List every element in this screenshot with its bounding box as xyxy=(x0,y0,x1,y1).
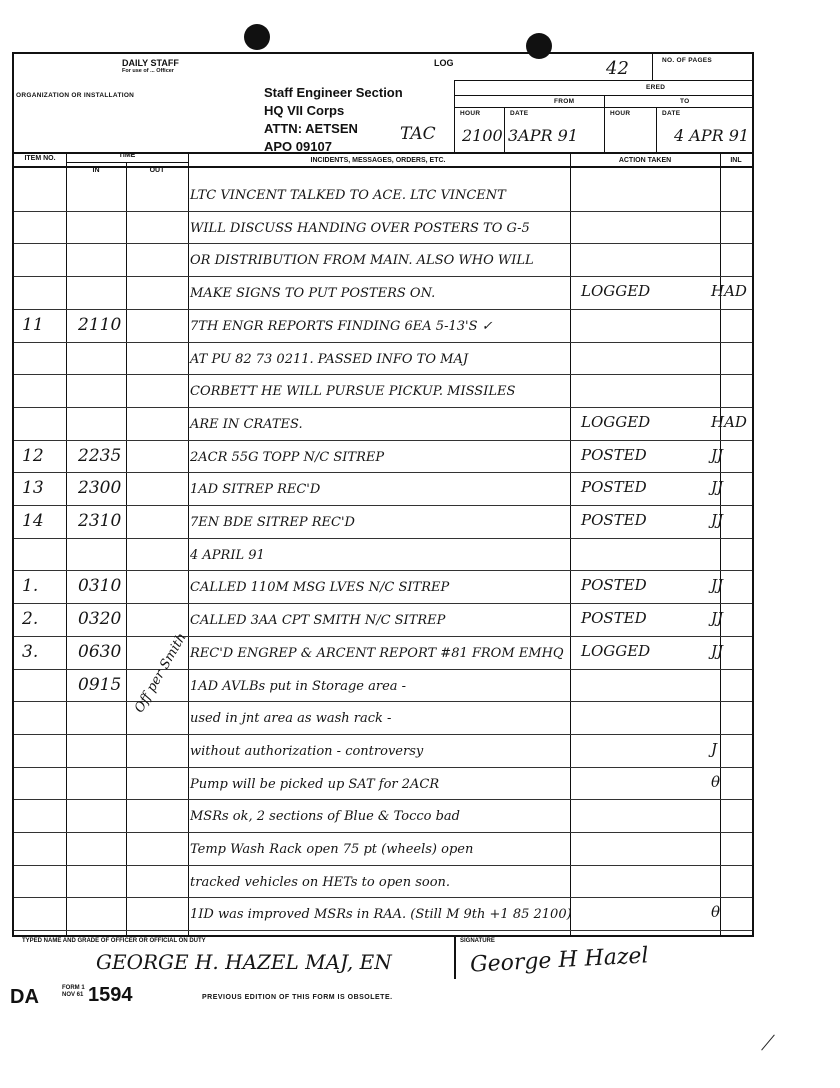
row-incident: MAKE SIGNS TO PUT POSTERS ON. xyxy=(190,286,436,302)
page-number: 42 xyxy=(606,58,629,79)
row-incident: REC'D ENGREP & ARCENT REPORT #81 FROM EMHQ xyxy=(190,645,564,661)
org-stamp-line: APO 09107 xyxy=(264,139,332,154)
row-incident: AT PU 82 73 0211. PASSED INFO TO MAJ xyxy=(190,351,469,367)
form-title-right: LOG xyxy=(434,58,454,68)
punch-hole-left xyxy=(244,24,270,50)
form-title-left-text: DAILY STAFF xyxy=(122,58,179,68)
row-incident: ARE IN CRATES. xyxy=(190,416,303,432)
row-incident: tracked vehicles on HETs to open soon. xyxy=(190,874,451,890)
covered-label: ERED xyxy=(646,84,666,91)
row-incident: OR DISTRIBUTION FROM MAIN. ALSO WHO WILL xyxy=(190,253,534,269)
row-divider xyxy=(14,407,752,408)
org-stamp-line: Staff Engineer Section xyxy=(264,85,403,100)
row-time-in: 0310 xyxy=(78,576,122,597)
row-incident: without authorization - controversy xyxy=(190,743,424,759)
row-initials: JJ xyxy=(711,641,724,660)
row-divider xyxy=(14,309,752,310)
row-divider xyxy=(14,701,752,702)
from-date-value: 3APR 91 xyxy=(508,126,578,145)
row-initials: HAD xyxy=(711,412,747,431)
row-action: LOGGED xyxy=(581,412,651,431)
org-label: ORGANIZATION OR INSTALLATION xyxy=(16,92,135,99)
row-action: POSTED xyxy=(581,478,647,497)
row-divider xyxy=(14,669,752,670)
col-time-out: OUT xyxy=(149,167,165,174)
row-time-in: 0915 xyxy=(78,674,122,695)
footer-signature-label: SIGNATURE xyxy=(460,938,495,944)
row-divider xyxy=(14,636,752,637)
row-initials: θ xyxy=(711,903,721,922)
from-hour-value: 2100 xyxy=(462,126,503,145)
row-divider xyxy=(14,374,752,375)
pages-label: NO. OF PAGES xyxy=(662,57,713,64)
org-stamp-line: ATTN: AETSEN xyxy=(264,121,358,136)
row-initials: JJ xyxy=(711,511,724,529)
to-label: TO xyxy=(680,98,690,105)
row-initials: θ xyxy=(711,772,721,791)
row-initials: JJ xyxy=(711,478,724,497)
row-action: POSTED xyxy=(581,576,647,595)
row-initials: J xyxy=(711,739,718,758)
col-initials: INL xyxy=(730,157,742,164)
form-number: 1594 xyxy=(88,984,133,1006)
org-stamp xyxy=(264,84,403,156)
row-initials: JJ xyxy=(711,576,724,595)
row-incident: 2ACR 55G TOPP N/C SITREP xyxy=(190,449,385,465)
row-incident: MSRs ok, 2 sections of Blue & Tocco bad xyxy=(190,809,460,825)
row-incident: Temp Wash Rack open 75 pt (wheels) open xyxy=(190,842,474,857)
row-item-no: 13 xyxy=(22,478,44,499)
previous-edition-note: PREVIOUS EDITION OF THIS FORM IS OBSOLETE. xyxy=(202,994,393,1001)
row-divider xyxy=(14,440,752,441)
row-divider xyxy=(14,603,752,604)
row-item-no: 11 xyxy=(22,314,44,335)
to-date-value: 4 APR 91 xyxy=(674,126,750,145)
row-incident: Pump will be picked up SAT for 2ACR xyxy=(190,776,440,792)
col-time-in: IN xyxy=(92,167,100,174)
row-time-in: 2300 xyxy=(78,478,122,499)
row-time-in: 2235 xyxy=(78,445,122,466)
row-item-no: 3. xyxy=(22,641,39,662)
org-hand-note: TAC xyxy=(400,124,436,144)
form-title-left xyxy=(122,58,179,74)
row-action: POSTED xyxy=(581,445,647,464)
row-item-no: 12 xyxy=(22,445,44,466)
from-label: FROM xyxy=(554,98,575,105)
row-divider xyxy=(14,832,752,833)
to-hour-label: HOUR xyxy=(610,110,631,117)
row-divider xyxy=(14,799,752,800)
row-item-no: 2. xyxy=(22,609,39,630)
officer-name: GEORGE H. HAZEL MAJ, EN xyxy=(96,950,392,974)
row-incident: CALLED 110M MSG LVES N/C SITREP xyxy=(190,580,450,596)
row-action: LOGGED xyxy=(581,282,651,301)
row-divider xyxy=(14,211,752,212)
row-initials: JJ xyxy=(711,609,724,628)
row-incident: 7EN BDE SITREP REC'D xyxy=(190,515,355,530)
form-subtitle-left: For use of ... Officer xyxy=(122,68,174,74)
row-time-in: 0320 xyxy=(78,609,122,630)
row-incident: CALLED 3AA CPT SMITH N/C SITREP xyxy=(190,613,446,629)
row-incident: 7TH ENGR REPORTS FINDING 6EA 5-13'S ✓ xyxy=(190,318,493,334)
row-divider xyxy=(14,243,752,244)
col-item-no: ITEM NO. xyxy=(24,155,56,162)
row-divider xyxy=(14,897,752,898)
row-time-in: 0630 xyxy=(78,641,122,662)
row-initials: JJ xyxy=(711,445,724,464)
row-action: LOGGED xyxy=(581,641,651,660)
row-divider xyxy=(14,767,752,768)
org-stamp-line: HQ VII Corps xyxy=(264,103,345,118)
row-action: POSTED xyxy=(581,511,647,529)
col-action: ACTION TAKEN xyxy=(618,157,672,164)
row-divider xyxy=(14,276,752,277)
col-incidents: INCIDENTS, MESSAGES, ORDERS, ETC. xyxy=(310,157,446,164)
row-incident: 1AD AVLBs put in Storage area - xyxy=(190,678,407,694)
row-divider xyxy=(14,865,752,866)
from-hour-label: HOUR xyxy=(460,110,481,117)
row-time-in: 2310 xyxy=(78,511,122,531)
row-incident: WILL DISCUSS HANDING OVER POSTERS TO G-5 xyxy=(190,220,530,236)
officer-signature: George H Hazel xyxy=(469,943,650,978)
row-initials: HAD xyxy=(711,282,747,301)
row-divider xyxy=(14,930,752,931)
row-incident: 1AD SITREP REC'D xyxy=(190,482,321,498)
row-incident: used in jnt area as wash rack - xyxy=(190,711,392,727)
form-prefix: DA xyxy=(10,986,39,1008)
scan-mark xyxy=(761,1035,775,1051)
row-divider xyxy=(14,570,752,571)
row-incident: 4 APRIL 91 xyxy=(190,547,265,563)
from-date-label: DATE xyxy=(510,110,529,117)
row-divider xyxy=(14,342,752,343)
form-header xyxy=(14,54,752,154)
margin-note: Off per Smith xyxy=(132,630,190,716)
row-incident: 1ID was improved MSRs in RAA. (Still M 9th +1 85 2100) xyxy=(190,907,572,923)
footer-name-label: TYPED NAME AND GRADE OF OFFICER OR OFFICIAL ON DUTY xyxy=(22,938,206,944)
row-action: POSTED xyxy=(581,609,647,628)
row-divider xyxy=(14,734,752,735)
row-item-no: 1. xyxy=(22,576,39,597)
row-incident: CORBETT HE WILL PURSUE PICKUP. MISSILES xyxy=(190,384,516,400)
row-divider xyxy=(14,472,752,473)
row-item-no: 14 xyxy=(22,511,44,531)
row-divider xyxy=(14,505,752,506)
row-divider xyxy=(14,538,752,539)
form-label: FORM 1 NOV 61 xyxy=(62,985,85,998)
col-time: TIME xyxy=(118,152,136,159)
daily-staff-journal-form xyxy=(12,52,754,937)
row-time-in: 2110 xyxy=(78,314,122,335)
row-incident: LTC VINCENT TALKED TO ACE. LTC VINCENT xyxy=(190,188,506,203)
to-date-label: DATE xyxy=(662,110,681,117)
